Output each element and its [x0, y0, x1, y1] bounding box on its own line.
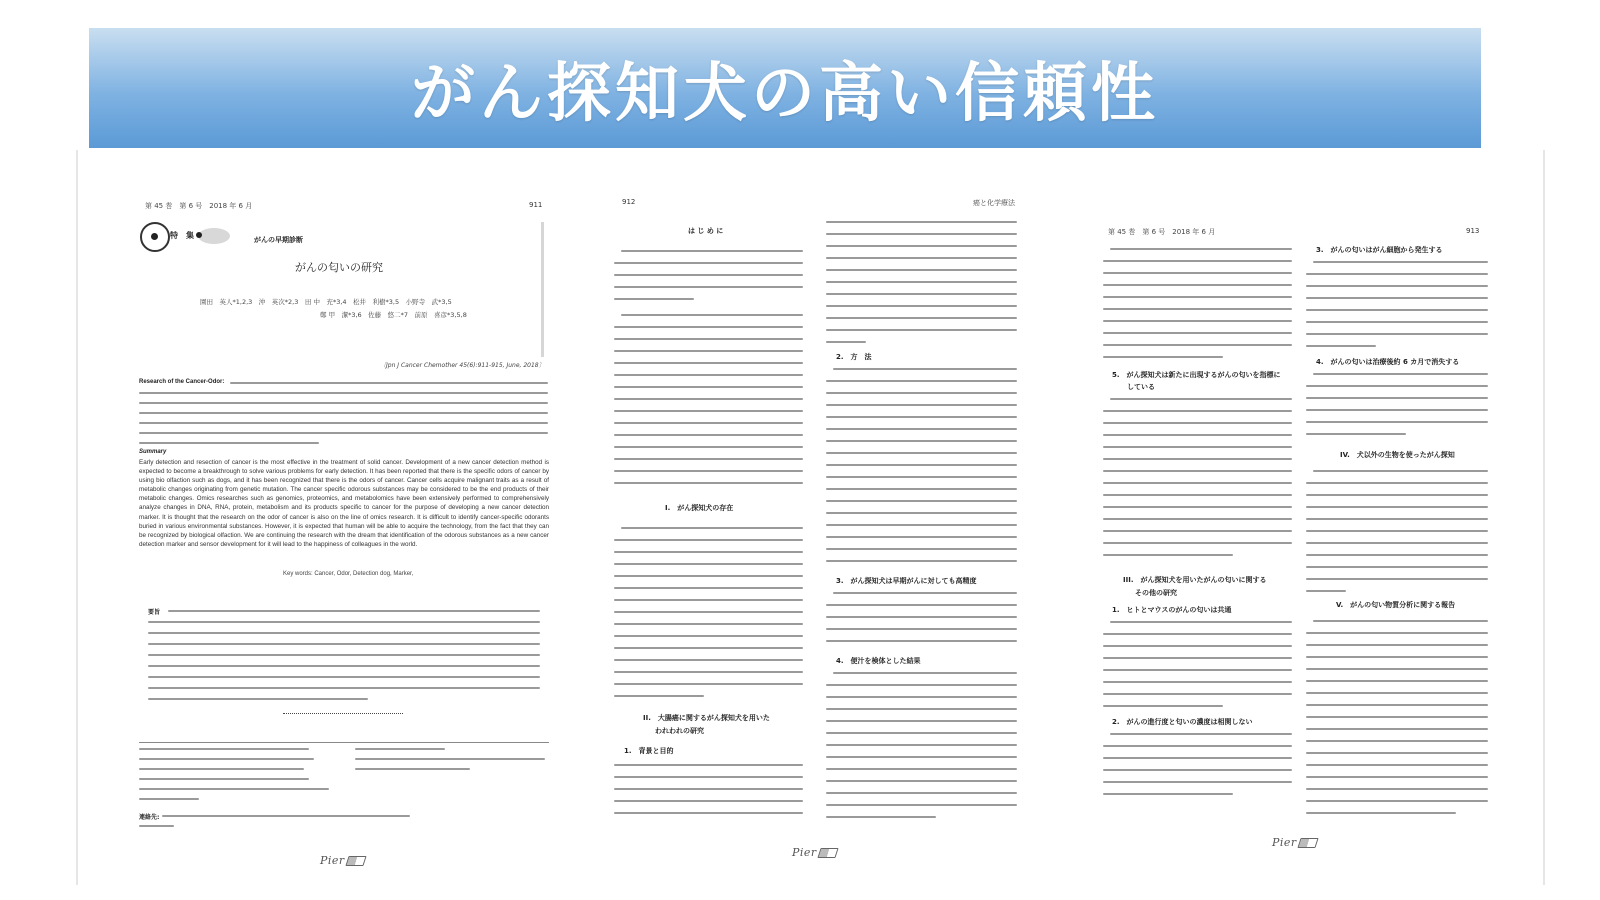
subsection-9: 4. がんの匂いは治療後約 6 カ月で消失する	[1316, 358, 1460, 366]
series-title: がんの早期診断	[254, 236, 303, 244]
subsection-6: 1. ヒトとマウスのがんの匂いは共通	[1112, 606, 1232, 614]
page-edge-right	[1543, 150, 1545, 885]
page2-number: 912	[622, 198, 636, 206]
pier-logo-page1: Pier	[320, 854, 365, 867]
dotted-separator	[283, 713, 403, 714]
article-title: がんの匂いの研究	[295, 261, 383, 274]
summary-label: Summary	[139, 449, 167, 455]
footnote-rule	[139, 742, 549, 743]
badge-label: 特 集	[170, 231, 194, 240]
citation: 〔Jpn J Cancer Chemother 45(6):911-915, June, 2018〕	[380, 362, 545, 369]
authors-line-1: 園田 英人*1,2,3 沖 英次*2,3 田 中 充*3,4 松井 利樹*3,5 小野寺 武*3,5	[200, 298, 452, 306]
badge-swoosh	[198, 228, 230, 244]
contact-label: 連絡先:	[139, 814, 160, 821]
pier-logo-page2: Pier	[792, 846, 837, 859]
section-1: I. がん探知犬の存在	[665, 504, 734, 512]
subsection-7: 2. がんの進行度と匂いの濃度は相関しない	[1112, 718, 1253, 726]
page2-journal: 癌と化学療法	[973, 199, 1015, 207]
section-2: II. 大腸癌に関するがん探知犬を用いた	[643, 714, 770, 722]
page3-number: 913	[1466, 227, 1480, 235]
subsection-1: 1. 背景と目的	[624, 747, 674, 755]
badge-circle-icon	[140, 222, 170, 252]
badge-dot-icon	[196, 232, 202, 238]
summary-jp-label: 要旨	[148, 609, 161, 616]
slide-title: がん探知犬の高い信頼性	[411, 57, 1159, 131]
subsection-2: 2. 方 法	[836, 353, 872, 361]
page-edge-left	[76, 150, 78, 885]
section-5: V. がんの匂い物質分析に関する報告	[1336, 601, 1456, 609]
title-banner	[89, 28, 1481, 148]
keywords: Key words: Cancer, Odor, Detection dog, Marker,	[283, 571, 414, 577]
pier-logo-page3: Pier	[1272, 836, 1317, 849]
subsection-4: 4. 便汁を検体とした結果	[836, 657, 921, 665]
section-3-cont: その他の研究	[1135, 589, 1177, 597]
section-4: IV. 犬以外の生物を使ったがん探知	[1340, 451, 1455, 459]
section-2-cont: われわれの研究	[655, 727, 704, 735]
special-badge	[140, 222, 228, 248]
section-intro: は じ め に	[688, 227, 724, 235]
page1-number: 911	[529, 201, 543, 209]
summary-text: Early detection and resection of cancer is the most effective in the treatment of solid cancer. Development of a new cancer detection method is expected to become a breakthrough to solve various problems for early detection. It has been reported that there is the specific odors of cancer by using bio olfaction such as dogs, and it has been recognized that there is the odors of cancer. Cancer cells acquire malignant traits as a result of metabolic changes originating from genetic mutation. The cancer specific odorous substances may be considered to be the end products of their metabolic changes. Omics researches such as genomics, proteomics, and metabolomics have been extensively performed to comprehensively analyze changes in DNA, RNA, protein, metabolism and its products specific to cancer for the purpose of developing a new cancer detection marker. It is thought that the research on the odor of cancer is also on the line of omics research. It is difficult to identify cancer-specific odorants buried in various environmental substances. However, it is expected that human will be able to acquire the technology, from the fact that they can be recognized by biological olfaction. We are continuing the research with the dream that identification of the odorous substances as a new cancer detection marker and sensor development for it will lead to the happiness of colleagues in the world.	[139, 459, 549, 548]
subsection-3: 3. がん探知犬は早期がんに対しても高精度	[836, 577, 977, 585]
english-title: Research of the Cancer-Odor:	[139, 379, 225, 385]
subsection-5-cont: している	[1127, 383, 1155, 391]
authors-line-2: 鄭 甲 潔*3,6 佐藤 悠二*7 前原 喜彦*3,5,8	[320, 311, 467, 319]
subsection-8: 3. がんの匂いはがん細胞から発生する	[1316, 246, 1443, 254]
section-3: III. がん探知犬を用いたがんの匂いに関する	[1123, 576, 1267, 584]
page1-header: 第 45 巻 第 6 号 2018 年 6 月	[145, 202, 253, 210]
subsection-5: 5. がん探知犬は新たに出現するがんの匂いを指標に	[1112, 371, 1281, 379]
page3-header: 第 45 巻 第 6 号 2018 年 6 月	[1108, 228, 1216, 236]
page1-scrollbar	[541, 222, 544, 357]
